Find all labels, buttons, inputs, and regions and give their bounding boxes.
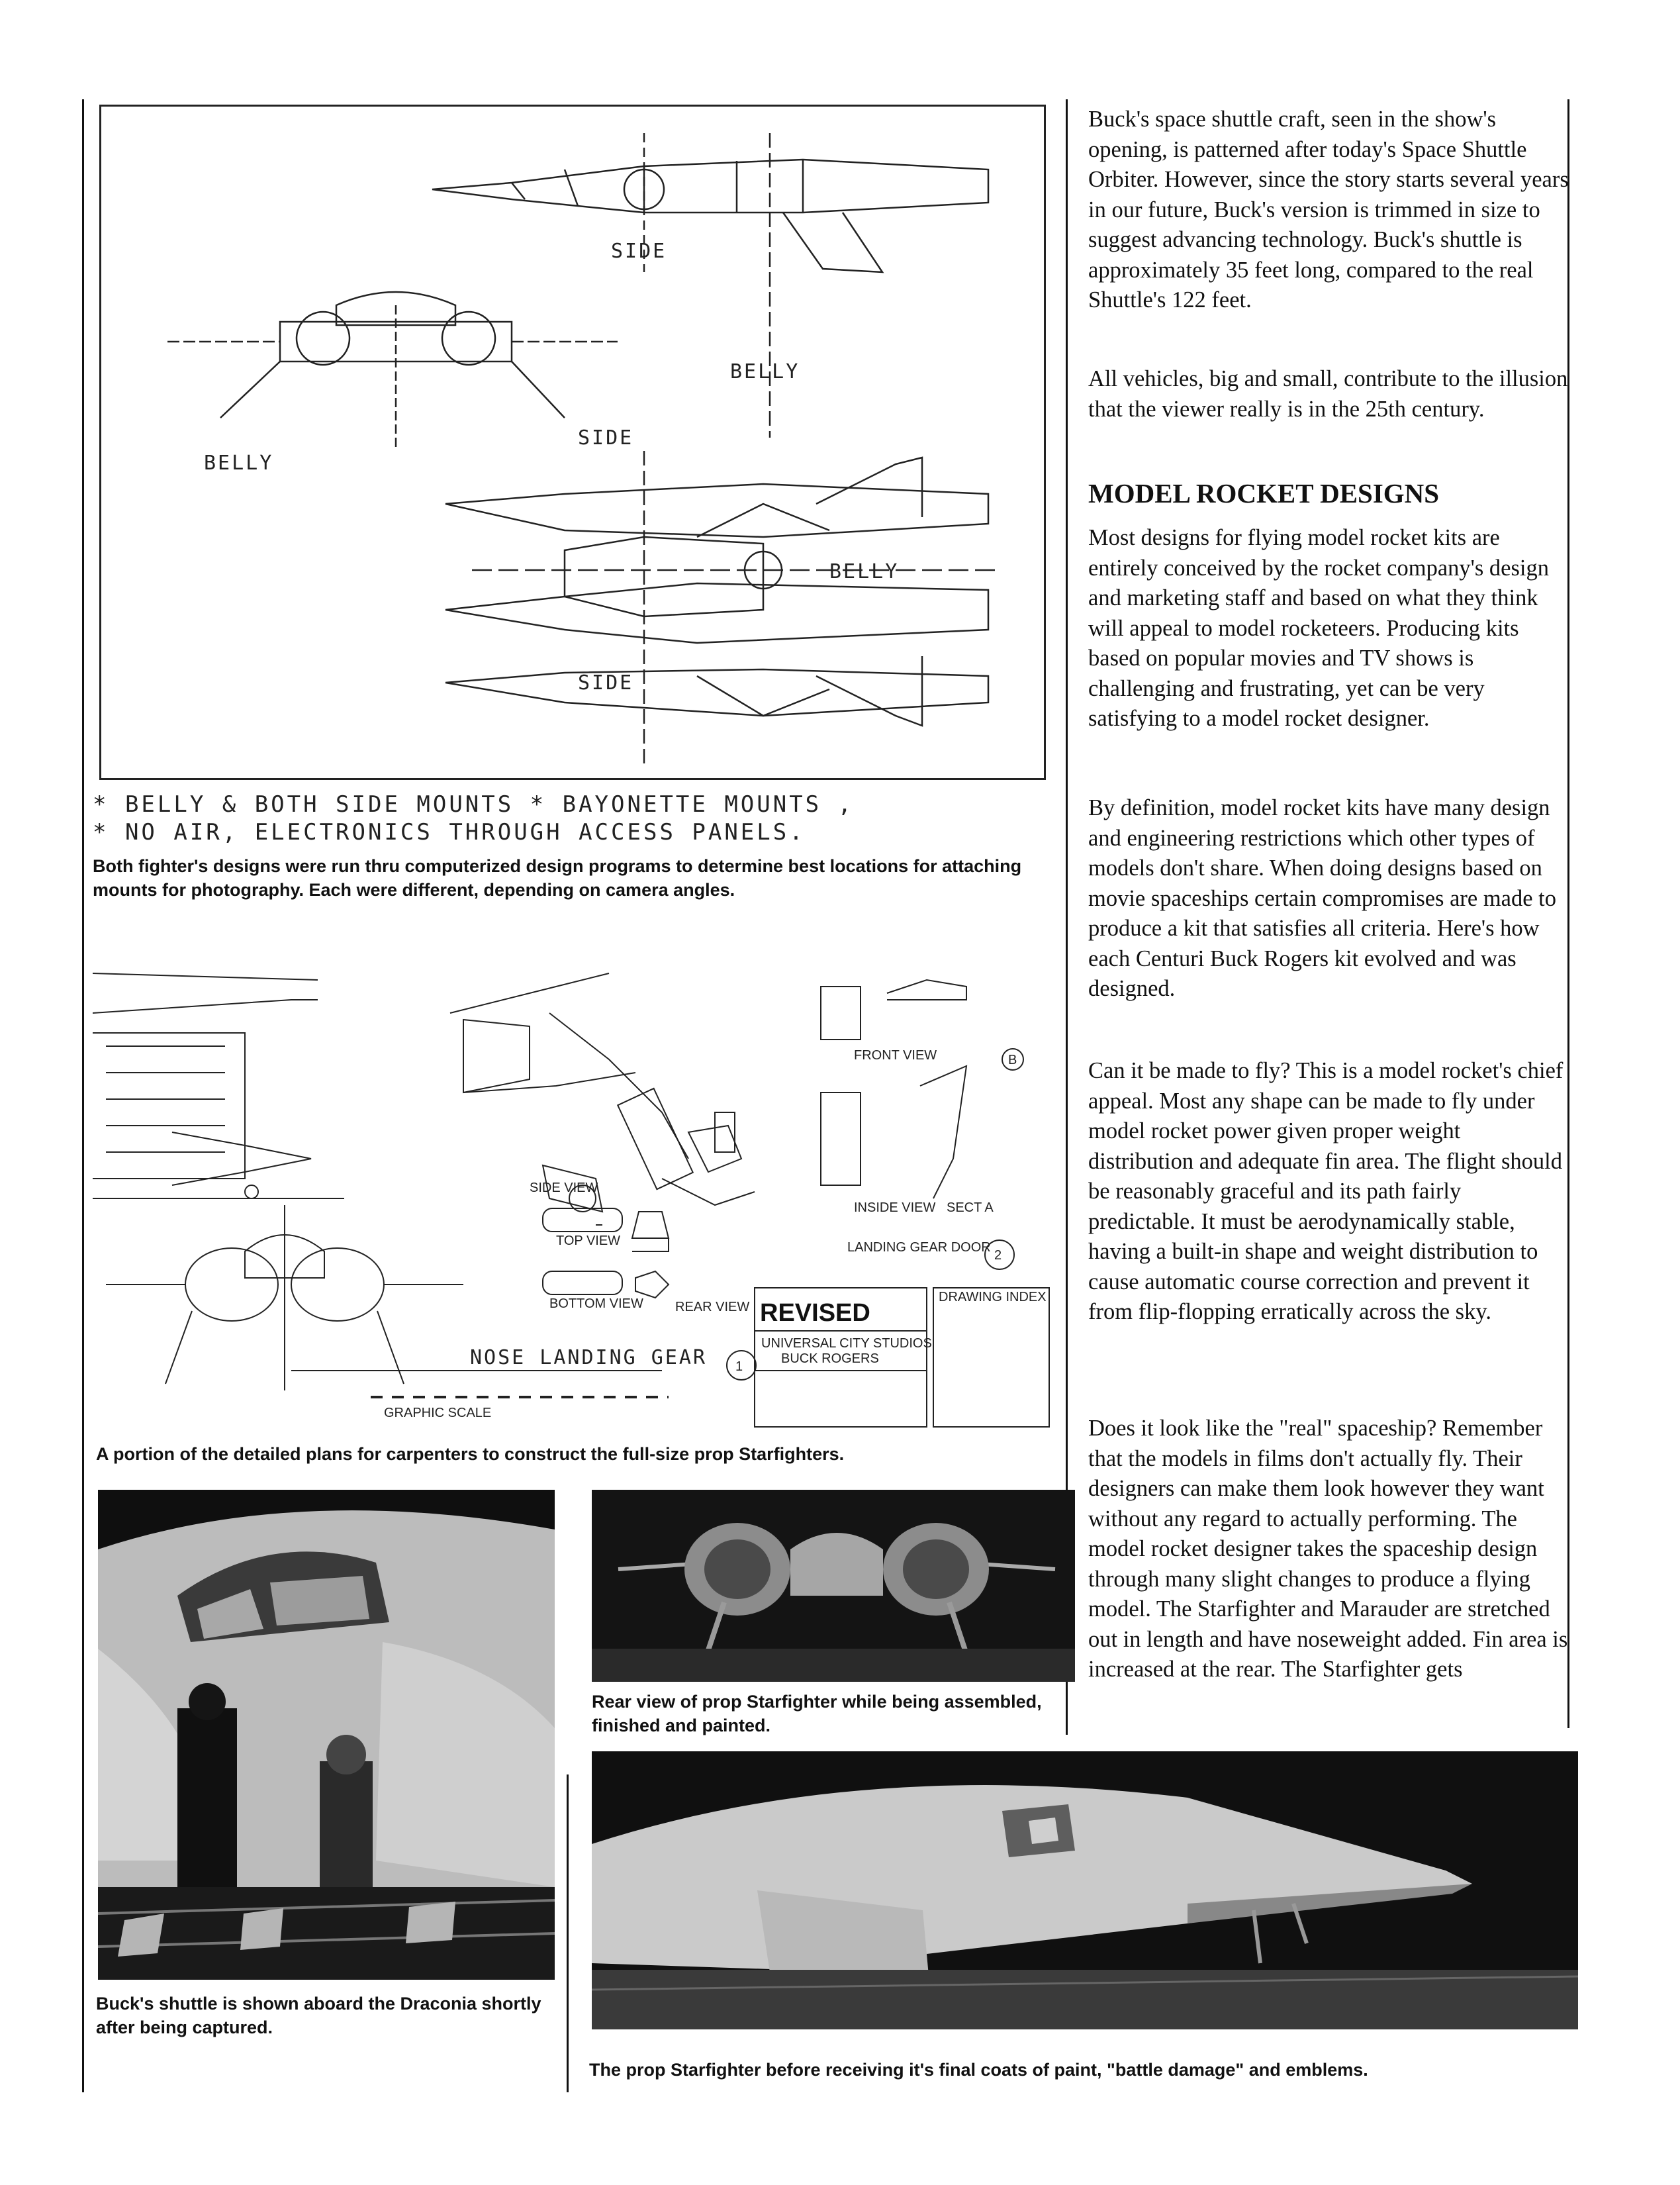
rear-view-caption: Rear view of prop Starfighter while being assembled, finished and painted. <box>592 1692 1042 1735</box>
starfighter-photo-image <box>592 1751 1578 2029</box>
article-paragraph-5: Can it be made to fly? This is a model rocket's chief appeal. Most any shape can be made to fly under model rocket power given proper weight distribution and adequate fin area. The flight should be reasonably graceful and its path fairly predictable. It must be aerodynamically stable, having a built-in shape and weight distribution to cause automatic course correction and prevent it from flip-flopping erratically across the sky. <box>1088 1058 1563 1324</box>
plans-label-bottom-view: BOTTOM VIEW <box>549 1296 643 1311</box>
plans-figure <box>93 960 1059 1437</box>
schematic-figure <box>99 105 1046 780</box>
rear-view-photo <box>592 1490 1075 1682</box>
plans-label-top-view: TOP VIEW <box>556 1234 621 1248</box>
article-paragraph-4: By definition, model rocket kits have many design and engineering restrictions which other types of models don't share. When doing designs based on movie spaceships certain compromises are made to produce a kit that satisfies all criteria. Here's how each Centuri Buck Rogers kit evolved and was designed. <box>1088 795 1557 1001</box>
plans-label-circle-2: 2 <box>994 1248 1002 1263</box>
prop-starfighter-plans <box>93 960 1059 1437</box>
plans-label-inside-view: INSIDE VIEW <box>854 1200 936 1215</box>
plans-label-circle-b: B <box>1008 1053 1017 1067</box>
plans-label-side-view: SIDE VIEW <box>530 1181 598 1195</box>
plans-label-revised: REVISED <box>760 1299 870 1327</box>
plans-caption: A portion of the detailed plans for carpenters to construct the full-size prop Starfighters. <box>96 1444 845 1464</box>
plans-label-landing-gear-door: LANDING GEAR DOOR <box>847 1240 991 1255</box>
plans-label-studio: UNIVERSAL CITY STUDIOS <box>761 1336 932 1351</box>
article-paragraph-1: Buck's space shuttle craft, seen in the show's opening, is patterned after today's Space Shuttle Orbiter. However, since the story starts several years in our future, Buck's version is trimmed in size to suggest advancing technology. Buck's shuttle is approximately 35 feet long, compared to the real Shuttle's 122 feet. <box>1088 107 1569 313</box>
article-paragraph-6: Does it look like the "real" spaceship? Remember that the models in films don't actually fly. Their designers can make them look however they want without any regard to actually performing. The model rocket designer takes the spaceship design through many slight changes to produce a flying model. The Starfighter and Marauder are stretched out in length and have noseweight added. Fin area is increased at the rear. The Starfighter gets <box>1088 1416 1568 1682</box>
shuttle-photo <box>98 1490 555 1980</box>
article-paragraph-2: All vehicles, big and small, contribute to the illusion that the viewer really is in the 25th century. <box>1088 366 1568 422</box>
plans-label-rear-view: REAR VIEW <box>675 1300 750 1314</box>
schematic-caption: Both fighter's designs were run thru computerized design programs to determine best locations for attaching mounts for photography. Each were different, depending on camera angles. <box>93 856 1022 900</box>
schematic-label-belly-mid: BELLY <box>730 360 800 383</box>
schematic-label-belly-center: BELLY <box>829 560 900 583</box>
rear-view-photo-image <box>592 1490 1075 1682</box>
article-heading: MODEL ROCKET DESIGNS <box>1088 478 1440 509</box>
plans-label-front-view: FRONT VIEW <box>854 1048 937 1063</box>
schematic-label-side-mid: SIDE <box>578 426 634 450</box>
shuttle-photo-image <box>98 1490 555 1980</box>
left-margin-rule <box>82 99 84 2092</box>
starfighter-mount-schematic <box>101 107 1044 778</box>
schematic-label-side-top: SIDE <box>611 240 667 263</box>
plans-label-drawing-index: DRAWING INDEX <box>939 1290 1047 1304</box>
handwritten-note-line1: * BELLY & BOTH SIDE MOUNTS * BAYONETTE MOUNTS , <box>93 791 855 818</box>
plans-label-graphic-scale: GRAPHIC SCALE <box>384 1406 492 1420</box>
starfighter-photo <box>592 1751 1578 2029</box>
plans-label-circle-1: 1 <box>735 1359 743 1374</box>
plans-label-sect-a: SECT A <box>947 1200 994 1215</box>
shuttle-caption: Buck's shuttle is shown aboard the Draconia shortly after being captured. <box>96 1994 541 2037</box>
plans-label-buck-rogers: BUCK ROGERS <box>781 1351 879 1366</box>
schematic-label-side-bottom: SIDE <box>578 671 634 695</box>
starfighter-caption: The prop Starfighter before receiving it's final coats of paint, "battle damage" and emblems. <box>589 2060 1368 2080</box>
handwritten-note-line2: * NO AIR, ELECTRONICS THROUGH ACCESS PANELS. <box>93 819 806 846</box>
plans-label-nose-landing-gear: NOSE LANDING GEAR <box>470 1346 708 1369</box>
lower-divider-rule <box>567 1774 569 2092</box>
schematic-label-belly-left: BELLY <box>204 452 274 475</box>
article-paragraph-3: Most designs for flying model rocket kits are entirely conceived by the rocket company's design and marketing staff and based on what they think will appeal to model rocketeers. Producing kits based on popular movies and TV shows is challenging and frustrating, yet can be very satisfying to a model rocket designer. <box>1088 525 1549 731</box>
